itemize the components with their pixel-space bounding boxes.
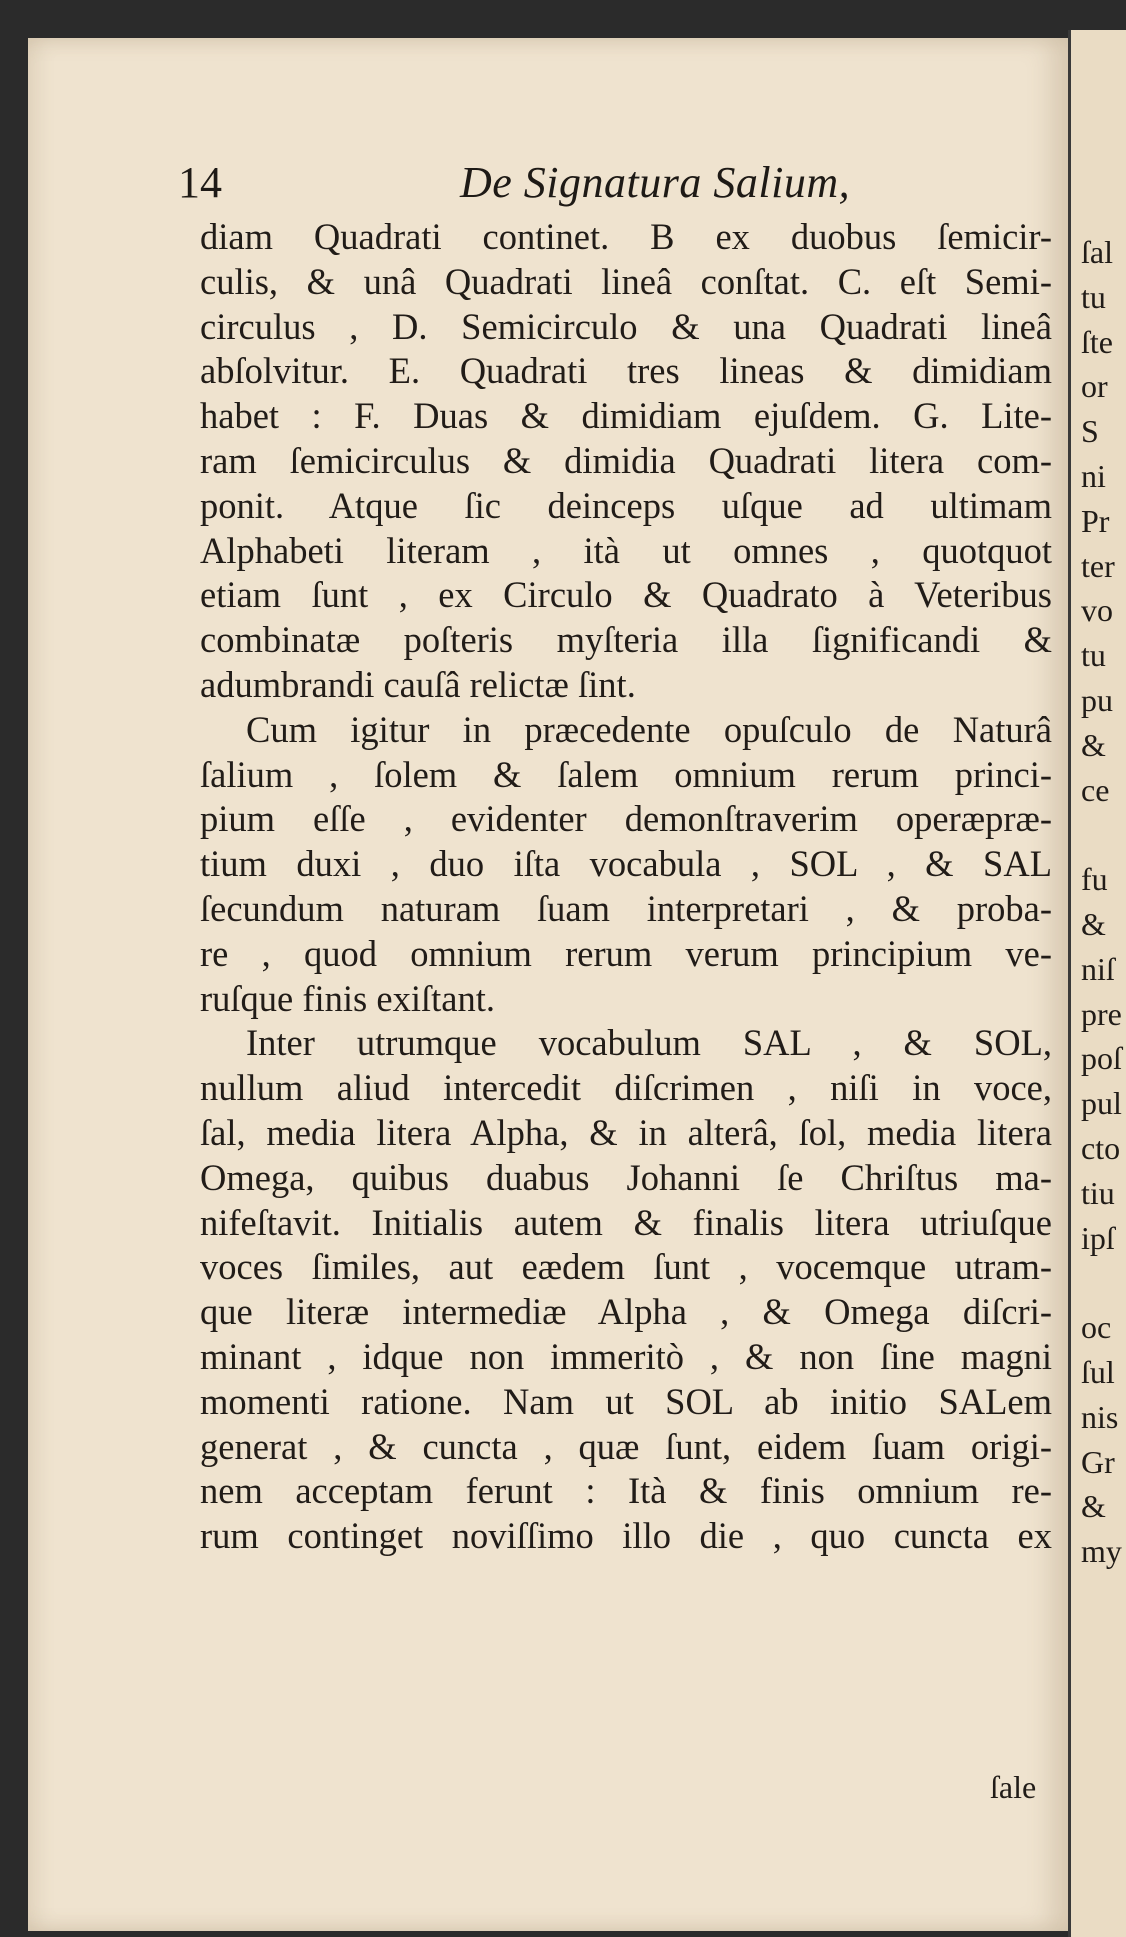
- text-line: ponit. Atque ſic deinceps uſque ad ultimam: [200, 484, 1052, 526]
- facing-page-fragment: &: [1081, 1488, 1106, 1525]
- facing-page-fragment: ter: [1081, 547, 1115, 584]
- facing-page-fragment: ſul: [1081, 1353, 1115, 1390]
- facing-page-fragment: nis: [1081, 1398, 1119, 1435]
- facing-page-fragment: ni: [1081, 457, 1106, 494]
- text-line: combinatæ poſteris myſteria illa ſignificandi &: [200, 619, 1052, 661]
- page-number: 14: [178, 158, 222, 207]
- facing-page-fragment: niſ: [1081, 950, 1115, 987]
- text-line: nifeſtavit. Initialis autem & finalis litera utriuſque: [200, 1201, 1052, 1243]
- facing-page-edge: [1068, 30, 1126, 1937]
- facing-page-fragment: S: [1081, 413, 1099, 450]
- text-line: que literæ intermediæ Alpha , & Omega diſcri-: [200, 1291, 1052, 1333]
- facing-page-fragment: ſte: [1081, 323, 1113, 360]
- text-line: Cum igitur in præcedente opuſculo de Naturâ: [246, 708, 1052, 750]
- facing-page-fragment: pre: [1081, 995, 1122, 1032]
- text-line: momenti ratione. Nam ut SOL ab initio SALem: [200, 1380, 1052, 1422]
- text-line: habet : F. Duas & dimidiam ejuſdem. G. Lite-: [200, 395, 1052, 437]
- facing-page-fragment: [1081, 812, 1126, 857]
- facing-page-fragment: &: [1081, 905, 1106, 942]
- text-line: abſolvitur. E. Quadrati tres lineas & dimidiam: [200, 350, 1052, 392]
- facing-page-fragment: oc: [1081, 1309, 1112, 1346]
- catchword: ſale: [990, 1769, 1037, 1805]
- text-line: diam Quadrati continet. B ex duobus ſemicir-: [200, 216, 1052, 257]
- text-line: ſecundum naturam ſuam interpretari , & proba-: [200, 887, 1052, 929]
- facing-page-fragment: my: [1081, 1533, 1122, 1570]
- facing-page-fragment: cto: [1081, 1129, 1121, 1166]
- body-text: [200, 215, 1052, 1559]
- facing-page-fragment: tu: [1081, 278, 1106, 315]
- text-line: ram ſemicirculus & dimidia Quadrati litera com-: [200, 439, 1052, 481]
- facing-page-fragments: [1081, 230, 1126, 1574]
- text-line: Omega, quibus duabus Johanni ſe Chriſtus ma-: [200, 1156, 1052, 1198]
- facing-page-fragment: vo: [1081, 592, 1113, 629]
- text-line: pium eſſe , evidenter demonſtraverim operæpræ-: [200, 798, 1052, 840]
- text-line: tium duxi , duo iſta vocabula , SOL , & SAL: [200, 843, 1052, 885]
- facing-page-fragment: Pr: [1081, 502, 1110, 539]
- facing-page-fragment: ce: [1081, 771, 1110, 808]
- text-line: rum continget noviſſimo illo die , quo cuncta ex: [200, 1515, 1052, 1557]
- facing-page-fragment: ipſ: [1081, 1219, 1115, 1256]
- text-line: generat , & cuncta , quæ ſunt, eidem ſuam origi-: [200, 1425, 1052, 1467]
- facing-page-fragment: fu: [1081, 861, 1108, 898]
- text-line: ſal, media litera Alpha, & in alterâ, ſol, media litera: [200, 1111, 1052, 1153]
- facing-page-fragment: ſal: [1081, 234, 1113, 270]
- text-line: minant , idque non immeritò , & non ſine magni: [200, 1335, 1052, 1377]
- page-header: [178, 155, 978, 215]
- text-line: adumbrandi cauſâ relictæ ſint.: [200, 663, 636, 705]
- facing-page-fragment: tu: [1081, 637, 1106, 674]
- paragraph: [200, 215, 1052, 708]
- text-line: nullum aliud intercedit diſcrimen , niſi in voce,: [200, 1067, 1052, 1109]
- facing-page-fragment: tiu: [1081, 1174, 1115, 1211]
- facing-page-fragment: pul: [1081, 1085, 1122, 1122]
- text-line: ſalium , ſolem & ſalem omnium rerum princi-: [200, 753, 1052, 795]
- paragraph: [200, 1021, 1052, 1559]
- facing-page-fragment: pu: [1081, 681, 1113, 718]
- running-title: De Signatura Salium,: [460, 158, 851, 207]
- facing-page-fragment: or: [1081, 368, 1108, 405]
- text-line: culis, & unâ Quadrati lineâ conſtat. C. eſt Semi-: [200, 260, 1052, 302]
- text-line: re , quod omnium rerum verum principium ve-: [200, 932, 1052, 974]
- text-line: Alphabeti literam , ità ut omnes , quotquot: [200, 529, 1052, 571]
- facing-page-fragment: &: [1081, 726, 1106, 763]
- text-line: Inter utrumque vocabulum SAL , & SOL,: [246, 1022, 1052, 1064]
- facing-page-fragment: Gr: [1081, 1443, 1115, 1480]
- text-line: ruſque finis exiſtant.: [200, 977, 495, 1019]
- text-line: etiam ſunt , ex Circulo & Quadrato à Veteribus: [200, 574, 1052, 616]
- text-line: circulus , D. Semicirculo & una Quadrati lineâ: [200, 305, 1052, 347]
- text-line: voces ſimiles, aut eædem ſunt , vocemque utram-: [200, 1246, 1052, 1288]
- facing-page-fragment: poſ: [1081, 1040, 1122, 1077]
- facing-page-fragment: [1081, 1260, 1126, 1305]
- paragraph: [200, 708, 1052, 1022]
- text-line: nem acceptam ferunt : Ità & finis omnium re-: [200, 1470, 1052, 1512]
